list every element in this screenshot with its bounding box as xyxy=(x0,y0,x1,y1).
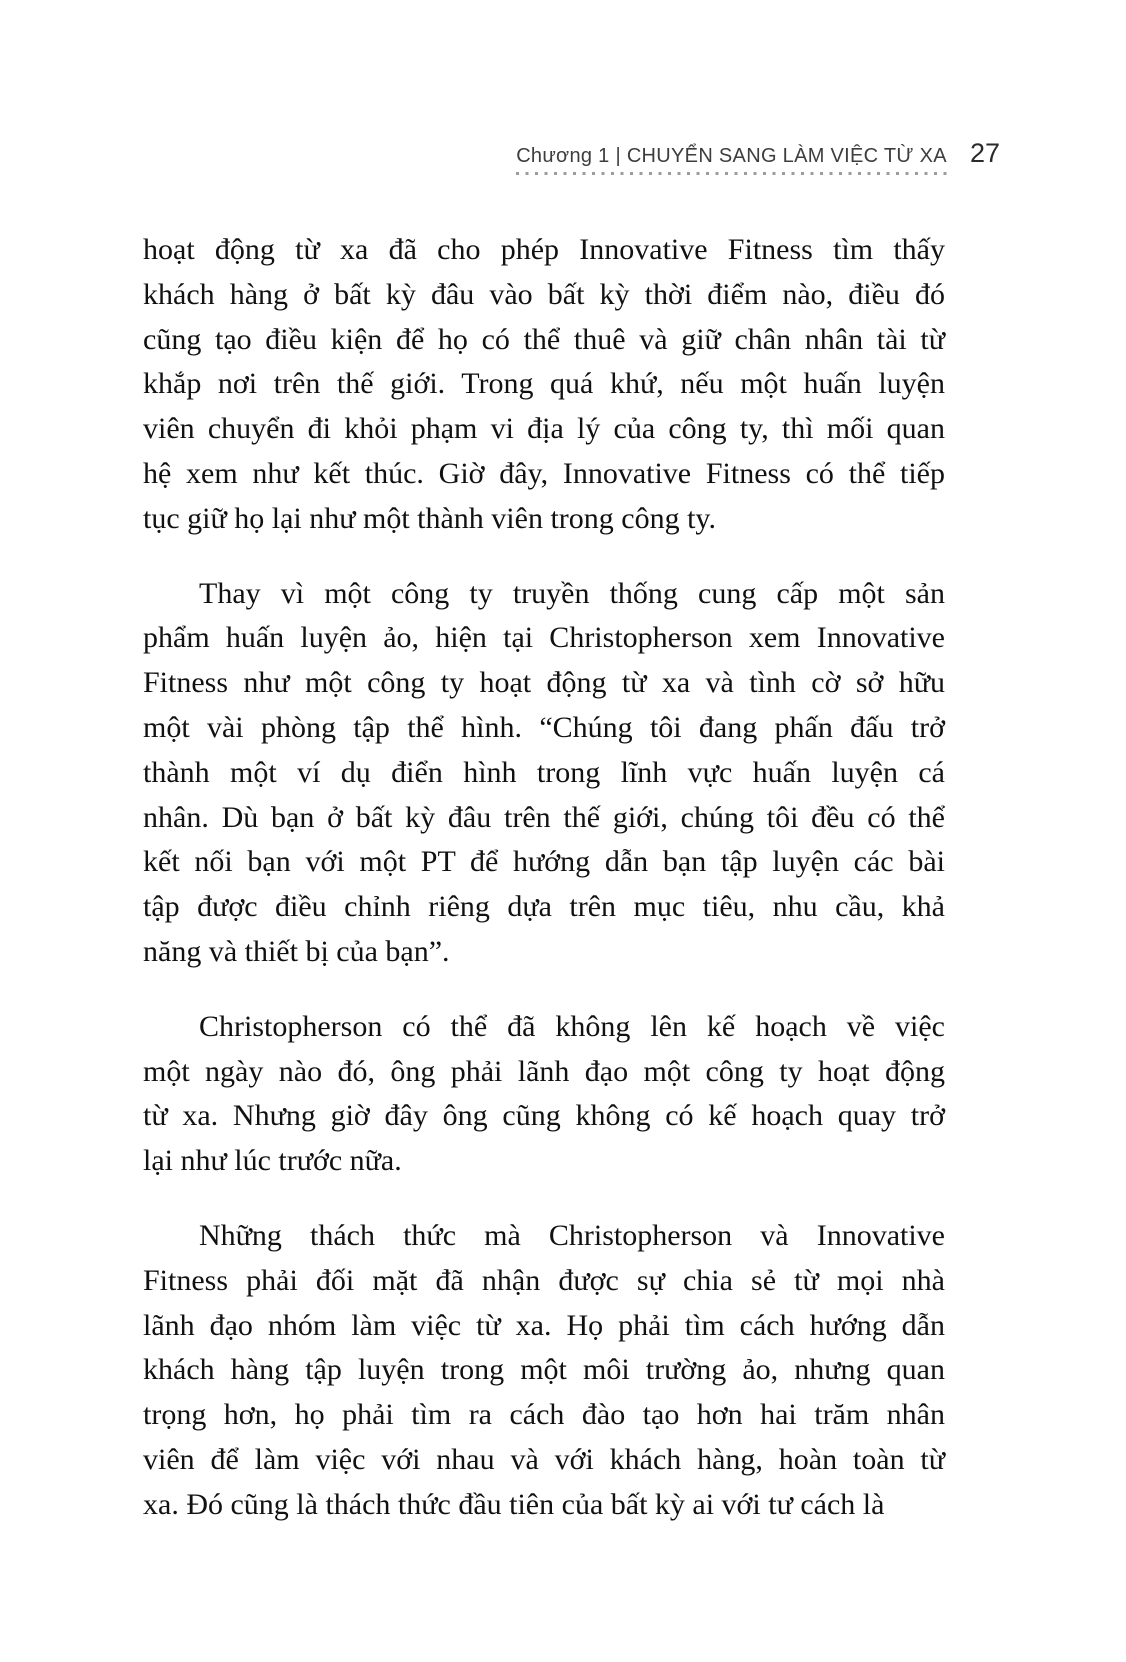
text-line: lãnh đạo nhóm làm việc từ xa. Họ phải tìm cách hướng dẫn xyxy=(143,1308,945,1342)
text-line: kết nối bạn với một PT để hướng dẫn bạn tập luyện các bài xyxy=(143,845,945,879)
chapter-label: Chương 1 xyxy=(516,145,610,167)
text-line: hệ xem như kết thúc. Giờ đây, Innovative Fitness có thể tiếp xyxy=(143,456,945,490)
paragraph xyxy=(143,228,945,542)
text-line: Fitness như một công ty hoạt động từ xa và tình cờ sở hữu xyxy=(143,666,945,700)
text-line: khắp nơi trên thế giới. Trong quá khứ, nếu một huấn luyện xyxy=(143,367,945,401)
text-line: xa. Đó cũng là thách thức đầu tiên của bất kỳ ai với tư cách là xyxy=(143,1487,885,1521)
text-line: tục giữ họ lại như một thành viên trong công ty. xyxy=(143,501,716,535)
text-line: viên để làm việc với nhau và với khách hàng, hoàn toàn từ xyxy=(143,1442,945,1476)
text-line: năng và thiết bị của bạn”. xyxy=(143,934,450,968)
text-line: Thay vì một công ty truyền thống cung cấp một sản xyxy=(199,576,945,610)
paragraph xyxy=(143,572,945,975)
text-line: Những thách thức mà Christopherson và Innovative xyxy=(199,1218,945,1252)
text-line: khách hàng ở bất kỳ đâu vào bất kỳ thời điểm nào, điều đó xyxy=(143,277,945,311)
running-header xyxy=(0,138,1000,175)
text-line: Christopherson có thể đã không lên kế hoạch về việc xyxy=(199,1009,945,1043)
text-line: hoạt động từ xa đã cho phép Innovative Fitness tìm thấy xyxy=(143,233,945,266)
text-line: cũng tạo điều kiện để họ có thể thuê và giữ chân nhân tài từ xyxy=(143,322,945,356)
text-line: phẩm huấn luyện ảo, hiện tại Christopherson xem Innovative xyxy=(143,621,945,655)
chapter-title: CHUYỂN SANG LÀM VIỆC TỪ XA xyxy=(626,145,947,167)
text-line: viên chuyển đi khỏi phạm vi địa lý của công ty, thì mối quan xyxy=(143,412,945,446)
text-line: khách hàng tập luyện trong một môi trường ảo, nhưng quan xyxy=(143,1353,945,1387)
page-body xyxy=(143,228,945,1528)
text-line: lại như lúc trước nữa. xyxy=(143,1144,402,1178)
text-line: nhân. Dù bạn ở bất kỳ đâu trên thế giới, chúng tôi đều có thể xyxy=(143,800,945,834)
paragraph xyxy=(143,1214,945,1528)
chapter-heading xyxy=(516,145,947,175)
text-line: Fitness phải đối mặt đã nhận được sự chia sẻ từ mọi nhà xyxy=(143,1263,945,1297)
text-line: tập được điều chỉnh riêng dựa trên mục tiêu, nhu cầu, khả xyxy=(143,890,945,924)
page-number: 27 xyxy=(969,138,1000,168)
text-line: từ xa. Nhưng giờ đây ông cũng không có kế hoạch quay trở xyxy=(143,1099,945,1133)
text-line: một ngày nào đó, ông phải lãnh đạo một công ty hoạt động xyxy=(143,1054,945,1088)
text-line: thành một ví dụ điển hình trong lĩnh vực huấn luyện cá xyxy=(143,755,945,789)
paragraph xyxy=(143,1005,945,1184)
chapter-separator: | xyxy=(615,145,621,167)
text-line: trọng hơn, họ phải tìm ra cách đào tạo hơn hai trăm nhân xyxy=(143,1398,945,1432)
text-line: một vài phòng tập thể hình. “Chúng tôi đang phấn đấu trở xyxy=(143,710,945,744)
